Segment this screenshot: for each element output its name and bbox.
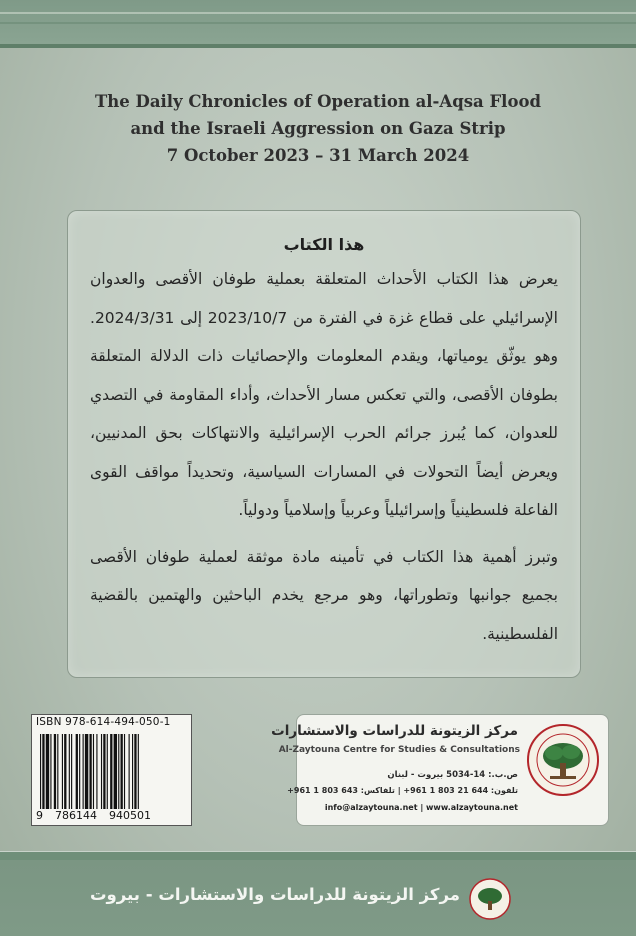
barcode-bar: [40, 734, 41, 809]
barcode-bar: [101, 734, 102, 809]
barcode-bar: [121, 734, 123, 809]
title-date-range: 7 October 2023 – 31 March 2024: [166, 146, 470, 165]
olive-tree-logo-icon: [526, 723, 600, 797]
barcode-bar: [83, 734, 84, 809]
isbn-barcode: [31, 714, 192, 826]
footer-publisher-city: مركز الزيتونة للدراسات والاستشارات - بيروت: [89, 885, 460, 904]
barcode-bar: [118, 734, 119, 809]
barcode-bar: [64, 734, 66, 809]
barcode-bar: [54, 734, 56, 809]
about-heading: هذا الكتاب: [283, 235, 365, 254]
publisher-info-box: [271, 714, 609, 826]
barcode-digit-group-1: 786144: [55, 809, 97, 822]
isbn-number: ISBN 978-614-494-050-1: [36, 716, 171, 728]
barcode-bar: [76, 734, 78, 809]
top-decorative-band: [0, 0, 636, 48]
barcode-bar: [93, 734, 94, 809]
barcode-bars: [40, 734, 183, 809]
barcode-bar: [69, 734, 70, 809]
barcode-bar: [114, 734, 117, 809]
barcode-bar: [110, 734, 112, 809]
barcode-bar: [89, 734, 91, 809]
footer-olive-logo-icon: [469, 878, 511, 920]
barcode-bar: [85, 734, 88, 809]
barcode-bar: [124, 734, 125, 809]
barcode-bar: [96, 734, 97, 809]
barcode-bar: [50, 734, 51, 809]
publisher-name-english: Al-Zaytouna Centre for Studies & Consultations: [278, 745, 520, 755]
barcode-bar: [134, 734, 136, 809]
title-line-2: and the Israeli Aggression on Gaza Strip: [130, 119, 506, 138]
publisher-email[interactable]: info@alzaytouna.net: [324, 803, 418, 812]
about-paragraph-1: يعرض هذا الكتاب الأحداث المتعلقة بعملية طوفان الأقصى والعدوان الإسرائيلي على قطاع غزة في الفترة من 2023/10/7 إلى 2024/3/31. وهو يوثّق يومياتها، ويقدم المعلومات والإحصائيات ذات الدلالة المتعلقة بطوفان الأقصى، والتي تعكس مسار الأحداث، وأداء المقاومة في التصدي للعدوان، كما يُبرز جرائم الحرب الإسرائيلية والانتهاكات بحق المدنيين، ويعرض أيضاً التحولات في المسارات السياسية، وتحديداً مواقف القوى الفاعلة فلسطينياً وإسرائيلياً وعربياً وإسلامياً ودولياً.: [90, 270, 558, 519]
barcode-bar: [57, 734, 58, 809]
contact-separator: |: [420, 803, 424, 812]
barcode-bar: [71, 734, 72, 809]
barcode-digit-group-2: 940501: [109, 809, 151, 822]
barcode-bar: [62, 734, 63, 809]
publisher-contact: [325, 803, 518, 812]
title-line-1: The Daily Chronicles of Operation al-Aqsa Flood: [95, 92, 541, 111]
barcode-bar: [107, 734, 108, 809]
barcode-digit-prefix: 9: [36, 809, 43, 822]
barcode-bar: [46, 734, 49, 809]
english-title-block: [0, 88, 636, 169]
barcode-bar: [103, 734, 105, 809]
barcode-bar: [42, 734, 44, 809]
about-paragraph-2: وتبرز أهمية هذا الكتاب في تأمينه مادة موثقة لعملية طوفان الأقصى بجميع جوانبها وتطوراتها، وهو مرجع يخدم الباحثين والهتمين بالقضية الفلسطينية.: [90, 547, 558, 643]
about-book-panel: [67, 210, 581, 678]
publisher-name-arabic: مركز الزيتونة للدراسات والاستشارات: [271, 723, 518, 739]
publisher-address: ص.ب.: 14-5034 بيروت - لبنان: [387, 770, 518, 780]
barcode-bar: [132, 734, 133, 809]
publisher-phone-fax: تلفون: 644 21 803 1 961+ | تلفاكس: 643 803 1 961+: [287, 786, 518, 795]
barcode-bar: [129, 734, 130, 809]
publisher-website[interactable]: www.alzaytouna.net: [426, 803, 518, 812]
barcode-bar: [79, 734, 80, 809]
barcode-bar: [138, 734, 139, 809]
barcode-digits: [36, 809, 187, 822]
